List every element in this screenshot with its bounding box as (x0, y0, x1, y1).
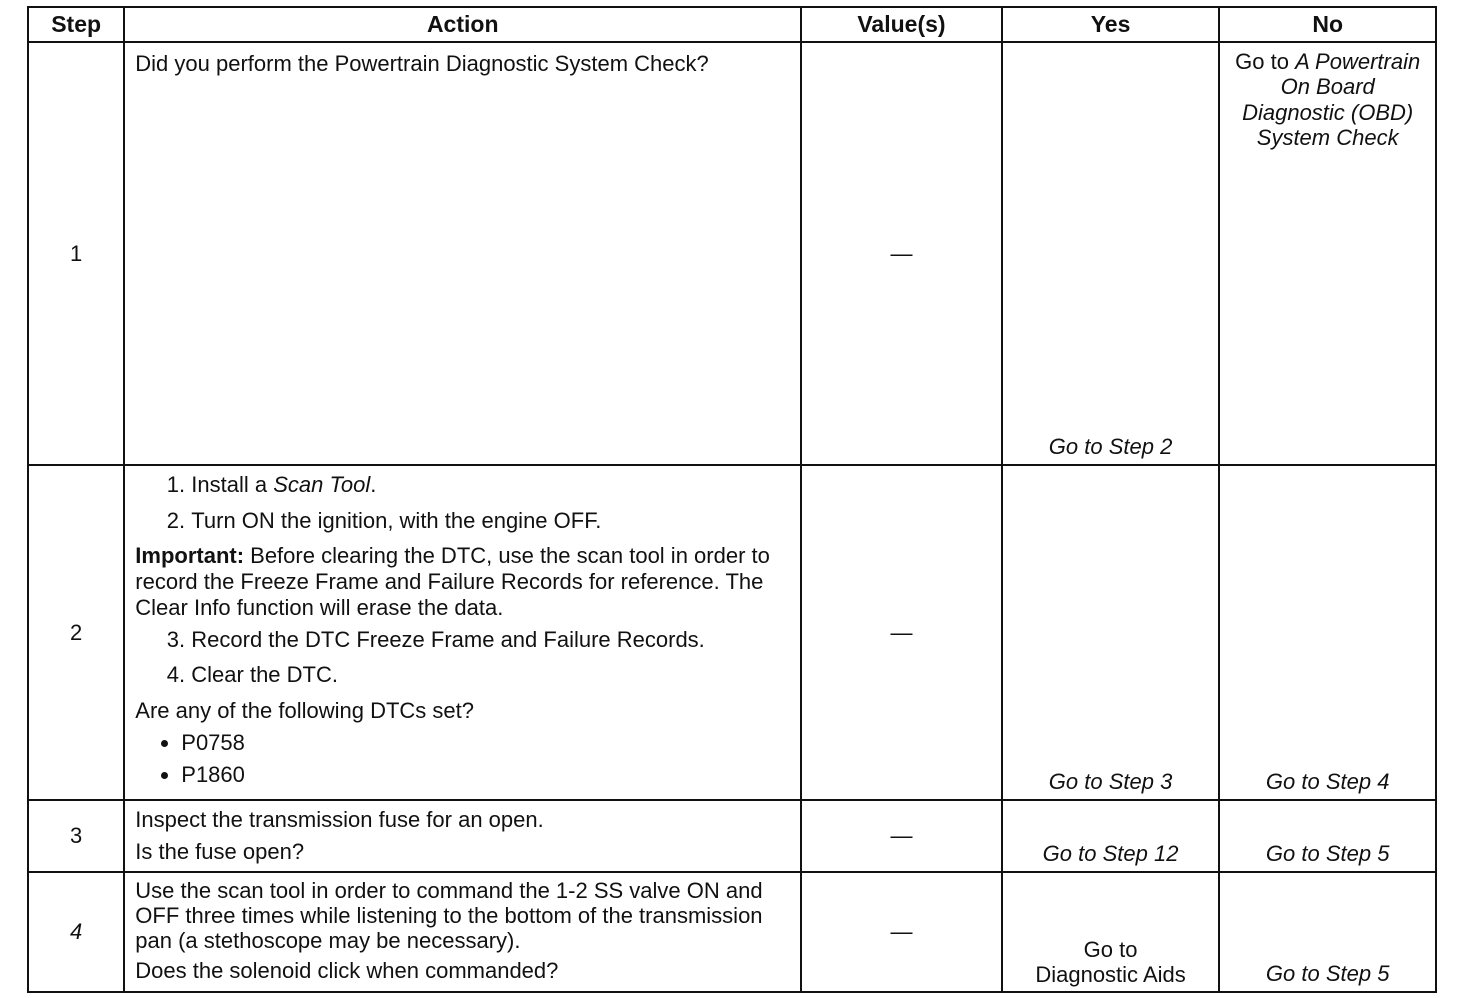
yes-link[interactable]: Go to Step 12 (1042, 841, 1179, 867)
value-cell (801, 800, 1002, 872)
action-cell (124, 465, 801, 800)
step-number: 2 (70, 619, 83, 645)
no-link[interactable]: Go to Step 5 (1265, 841, 1390, 867)
value-text: — (890, 823, 913, 849)
instruction-text: Use the scan tool in order to command the 1-2 SS valve ON and OFF three times while listening to the bottom of the transmission pan (a stethoscope may be necessary). (135, 878, 763, 953)
value-cell (801, 872, 1002, 992)
value-text: — (890, 240, 913, 266)
action-cell (124, 42, 801, 465)
no-link[interactable]: Go to Step 4 (1265, 769, 1390, 795)
no-link[interactable]: Go to Step 5 (1265, 961, 1390, 987)
question-text: Does the solenoid click when commanded? (135, 958, 559, 984)
procedure-list (135, 472, 790, 533)
list-item: • P1860 (181, 762, 790, 788)
value-text: — (890, 919, 913, 945)
step-cell (28, 872, 124, 992)
step-number: 4 (70, 919, 83, 945)
value-text: — (890, 619, 913, 645)
diagnostic-table (27, 6, 1437, 993)
instruction-text: Inspect the transmission fuse for an open. (135, 807, 544, 833)
step-cell (28, 465, 124, 800)
list-item: 3. Record the DTC Freeze Frame and Failure Records. (191, 627, 790, 653)
no-target: A Powertrain On Board Diagnostic (OBD) System Check (1242, 49, 1421, 150)
action-cell (124, 800, 801, 872)
header-action: Action (124, 7, 801, 42)
table-row (28, 872, 1436, 992)
question-text: Did you perform the Powertrain Diagnostic System Check? (135, 51, 709, 76)
no-cell (1219, 42, 1436, 465)
important-note: Important: Before clearing the DTC, use the scan tool in order to record the Freeze Frame and Failure Records for reference. The Clear Info function will erase the data. (135, 543, 770, 620)
no-cell (1219, 465, 1436, 800)
yes-cell (1002, 42, 1220, 465)
table-row (28, 800, 1436, 872)
header-yes: Yes (1002, 7, 1220, 42)
yes-cell (1002, 872, 1220, 992)
header-values: Value(s) (801, 7, 1002, 42)
question-text: Is the fuse open? (135, 839, 305, 865)
no-cell (1219, 872, 1436, 992)
list-item: 1. Install a Scan Tool. (191, 472, 790, 498)
procedure-list (135, 627, 790, 688)
yes-cell (1002, 465, 1220, 800)
list-item: 2. Turn ON the ignition, with the engine OFF. (191, 508, 790, 534)
yes-link-line: Diagnostic Aids (1035, 962, 1186, 988)
action-cell (124, 872, 801, 992)
no-cell (1219, 800, 1436, 872)
yes-link-line: Go to (1083, 936, 1138, 962)
value-cell (801, 42, 1002, 465)
list-item: • P0758 (181, 730, 790, 756)
header-step: Step (28, 7, 124, 42)
step-number: 3 (70, 823, 83, 849)
header-no: No (1219, 7, 1436, 42)
no-prefix: Go to (1235, 49, 1296, 74)
yes-link[interactable] (1003, 937, 1219, 988)
step-cell (28, 800, 124, 872)
no-link[interactable] (1220, 43, 1435, 150)
header-row (28, 7, 1436, 42)
table-row (28, 465, 1436, 800)
list-item: 4. Clear the DTC. (191, 662, 790, 688)
table-row (28, 42, 1436, 465)
yes-cell (1002, 800, 1220, 872)
yes-link[interactable]: Go to Step 3 (1048, 769, 1173, 795)
step-cell (28, 42, 124, 465)
dtc-list (135, 730, 790, 787)
step-number: 1 (70, 240, 83, 266)
value-cell (801, 465, 1002, 800)
question-text: Are any of the following DTCs set? (135, 698, 474, 724)
yes-link[interactable]: Go to Step 2 (1048, 434, 1173, 459)
